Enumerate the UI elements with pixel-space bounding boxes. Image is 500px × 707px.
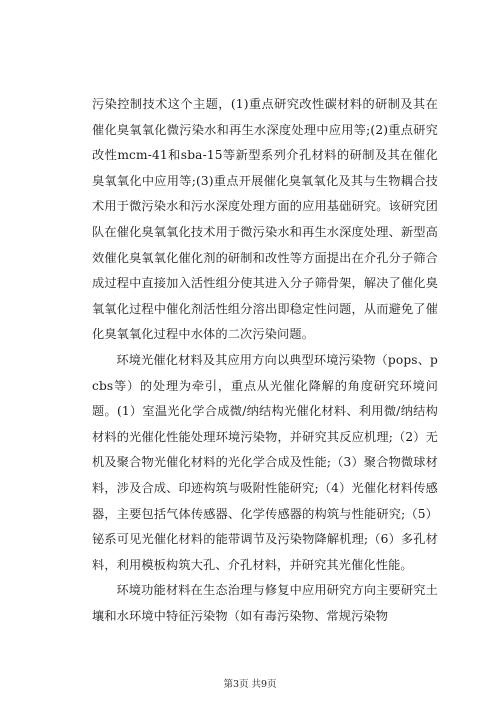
page-number-footer: 第3页 共9页 — [223, 679, 277, 690]
paragraph-photocatalysis: 环境光催化材料及其应用方向以典型环境污染物（pops、pcbs等）的处理为牵引，重点从光催化降解的角度研究环境问题。(1）室温光化学合成微/纳结构光催化材料、利用微/纳结构材料的光催化性能处理环境污染物，并研究其反应机理;（2）无机及聚合物光催化材料的光化学合成及性能;（3）聚合物微球材料，涉及合成、印迹构筑与吸附性能研究;（4）光催化材料传感器，主要包括气体传感器、化学传感器的构筑与性能研究;（5）铋系可见光催化材料的能带调节及污染物降解机理;（6）多孔材料，利用模板构筑大孔、介孔材料，并研究其光催化性能。 — [92, 352, 438, 572]
paragraph-catalytic-ozonation: 污染控制技术这个主题，(1)重点研究改性碳材料的研制及其在催化臭氧氧化微污染水和再生水深度处理中应用等;(2)重点研究改性mcm-41和sba-15等新型系列介孔材料的研制及其在催化臭氧氧化中应用等;(3)重点开展催化臭氧氧化及其与生物耦合技术用于微污染水和污水深度处理方面的应用基础研究。该研究团队在催化臭氧氧化技术用于微污染水和再生水深度处理、新型高效催化臭氧氧化催化剂的研制和改性等方面提出在介孔分子筛合成过程中直接加入活性组分使其进入分子筛骨架，解决了催化臭氧氧化过程中催化剂活性组分溶出即稳定性问题，从而避免了催化臭氧氧化过程中水体的二次污染问题。 — [92, 97, 438, 342]
document-body — [92, 92, 438, 629]
paragraph-functional-materials: 环境功能材料在生态治理与修复中应用研究方向主要研究土壤和水环境中特征污染物（如有毒污染物、常规污染物 — [92, 583, 438, 623]
